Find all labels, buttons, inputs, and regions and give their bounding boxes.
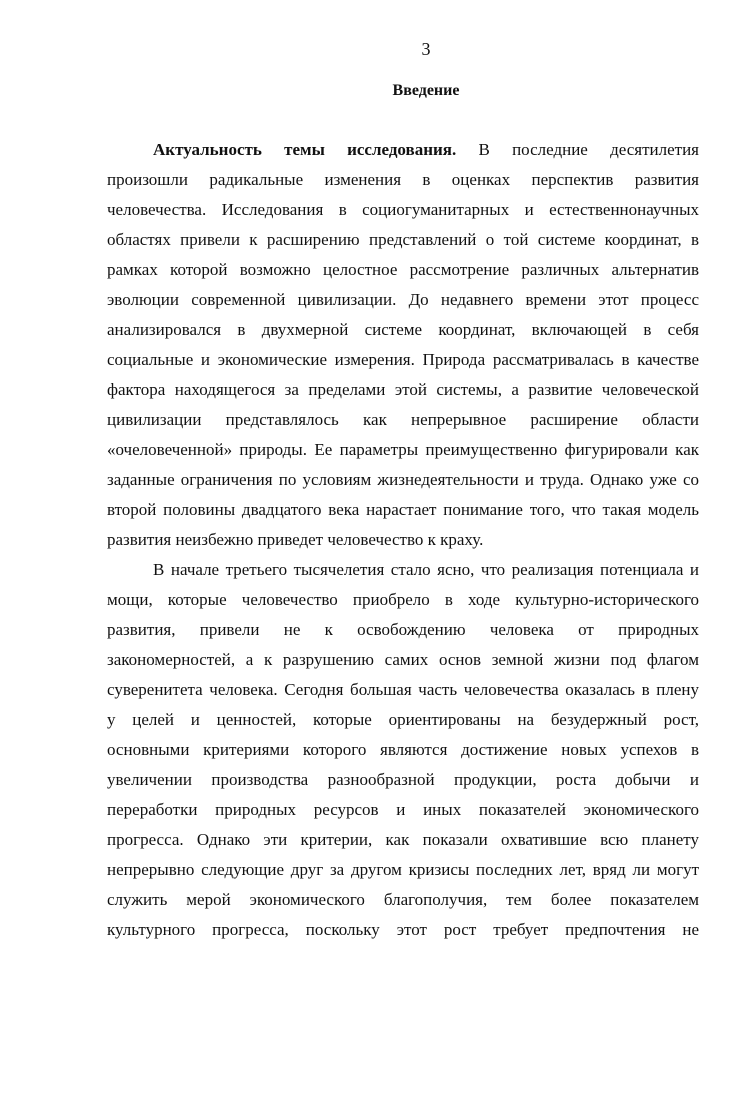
paragraph-line: социальные и экономические измерения. Природа рассматривалась в качестве: [107, 350, 699, 369]
line-text: В последние десятилетия: [456, 140, 699, 159]
paragraph-line: рамках которой возможно целостное рассмотрение различных альтернатив: [107, 260, 699, 279]
paragraph-line: развития, привели не к освобождению человека от природных: [107, 620, 699, 639]
paragraph-line: анализировался в двухмерной системе координат, включающей в себя: [107, 320, 699, 339]
paragraph-line: областях привели к расширению представлений о той системе координат, в: [107, 230, 699, 249]
paragraph-line: увеличении производства разнообразной продукции, роста добычи и: [107, 770, 699, 789]
paragraph-line: человечества. Исследования в социогуманитарных и естественнонаучных: [107, 200, 699, 219]
paragraph-line: второй половины двадцатого века нарастает понимание того, что такая модель: [107, 500, 699, 519]
paragraph-line: прогресса. Однако эти критерии, как показали охватившие всю планету: [107, 830, 699, 849]
paragraph-line: основными критериями которого являются достижение новых успехов в: [107, 740, 699, 759]
paragraph-line: у целей и ценностей, которые ориентированы на безудержный рост,: [107, 710, 699, 729]
paragraph-line: переработки природных ресурсов и иных показателей экономического: [107, 800, 699, 819]
paragraph-line: фактора находящегося за пределами этой системы, а развитие человеческой: [107, 380, 699, 399]
paragraph-line: В начале третьего тысячелетия стало ясно, что реализация потенциала и: [153, 560, 699, 579]
page-number: 3: [421, 39, 431, 59]
paragraph-line: культурного прогресса, поскольку этот рост требует предпочтения не: [107, 920, 699, 939]
section-title: Введение: [392, 82, 460, 99]
paragraph-line: мощи, которые человечество приобрело в ходе культурно-исторического: [107, 590, 699, 609]
paragraph-line: служить мерой экономического благополучия, тем более показателем: [107, 890, 699, 909]
paragraph-line: [153, 135, 699, 165]
paragraph-line: произошли радикальные изменения в оценках перспектив развития: [107, 170, 699, 189]
paragraph-line: заданные ограничения по условиям жизнедеятельности и труда. Однако уже со: [107, 470, 699, 489]
paragraph-line: «очеловеченной» природы. Ее параметры преимущественно фигурировали как: [107, 440, 699, 459]
paragraph-line: цивилизации представлялось как непрерывное расширение области: [107, 410, 699, 429]
paragraph-line: суверенитета человека. Сегодня большая часть человечества оказалась в плену: [107, 680, 699, 699]
paragraph-line: развития неизбежно приведет человечество к краху.: [107, 530, 484, 549]
lead-heading: Актуальность темы исследования.: [153, 140, 457, 159]
paragraph-line: закономерностей, а к разрушению самих основ земной жизни под флагом: [107, 650, 699, 669]
paragraph-line: эволюции современной цивилизации. До недавнего времени этот процесс: [107, 290, 699, 309]
paragraph-line: непрерывно следующие друг за другом кризисы последних лет, вряд ли могут: [107, 860, 699, 879]
